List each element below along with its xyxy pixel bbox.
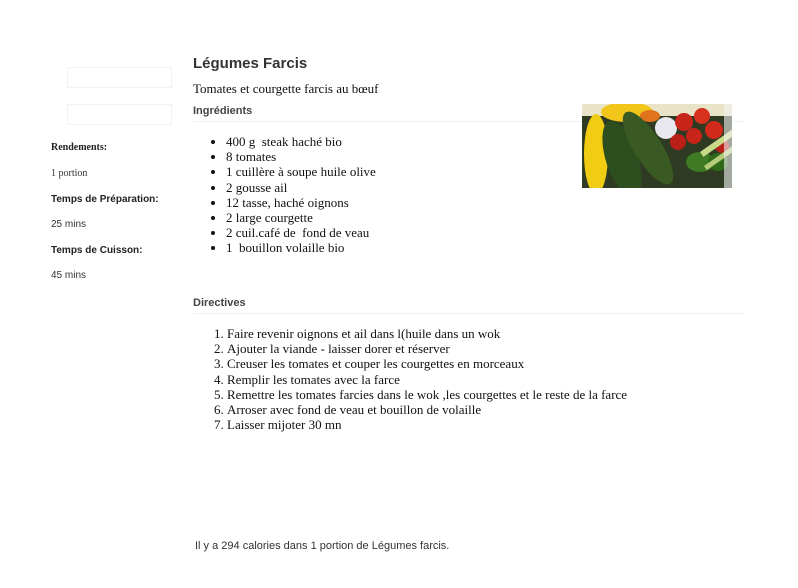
recipe-title: Légumes Farcis <box>193 55 308 72</box>
yield-value: 1 portion <box>51 168 88 179</box>
ingredient-item: • 8 tomates <box>226 149 376 164</box>
direction-step: 5. Remettre les tomates farcies dans le wok ,les courgettes et le reste de la farce <box>227 387 627 402</box>
ingredient-item: • 2 gousse ail <box>226 180 376 195</box>
ingredients-list <box>193 134 376 256</box>
vegetables-photo <box>582 104 732 188</box>
direction-step: 6. Arroser avec fond de veau et bouillon de volaille <box>227 402 627 417</box>
ingredients-heading: Ingrédients <box>193 105 745 122</box>
direction-step: 1. Faire revenir oignons et ail dans l(huile dans un wok <box>227 326 627 341</box>
direction-step: 2. Ajouter la viande - laisser dorer et réserver <box>227 341 627 356</box>
direction-step: 7. Laisser mijoter 30 mn <box>227 417 627 432</box>
direction-step: 4. Remplir les tomates avec la farce <box>227 372 627 387</box>
prep-time-value: 25 mins <box>51 219 87 230</box>
ingredient-item: • 400 g steak haché bio <box>226 134 376 149</box>
cook-time-label: Temps de Cuisson: <box>51 245 143 256</box>
calories-note: Il y a 294 calories dans 1 portion de Légumes farcis. <box>195 540 450 552</box>
ingredient-item: • 1 bouillon volaille bio <box>226 240 376 255</box>
ingredient-item: • 2 cuil.café de fond de veau <box>226 225 376 240</box>
sidebar-empty-box <box>67 67 172 88</box>
recipe-sidebar <box>0 0 180 588</box>
directions-list <box>193 326 627 432</box>
ingredient-item: • 1 cuillère à soupe huile olive <box>226 164 376 179</box>
sidebar-empty-box <box>67 104 172 125</box>
direction-step: 3. Creuser les tomates et couper les courgettes en morceaux <box>227 356 627 371</box>
cook-time-value: 45 mins <box>51 270 87 281</box>
prep-time-label: Temps de Préparation: <box>51 194 159 205</box>
recipe-subtitle: Tomates et courgette farcis au bœuf <box>193 81 379 96</box>
directions-heading: Directives <box>193 297 745 314</box>
yield-label: Rendements: <box>51 142 108 153</box>
ingredient-item: • 2 large courgette <box>226 210 376 225</box>
ingredient-item: • 12 tasse, haché oignons <box>226 195 376 210</box>
